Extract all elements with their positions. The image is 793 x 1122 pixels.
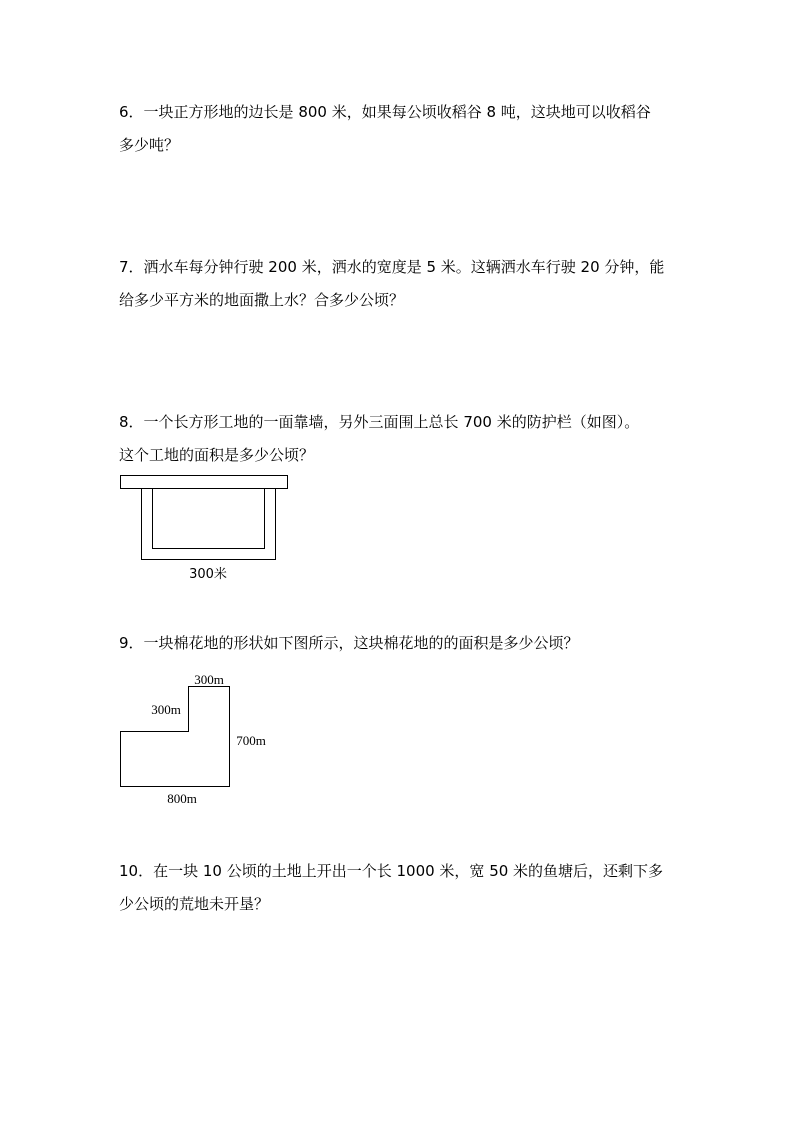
problem-10-line-2: 少公顷的荒地未开垦？ — [119, 895, 270, 913]
problem-9-right-label: 700m — [236, 733, 266, 748]
problem-10 — [119, 855, 689, 921]
problem-6 — [119, 96, 689, 162]
wall — [121, 476, 288, 489]
problem-8 — [119, 406, 689, 472]
problem-8-line-2: 这个工地的面积是多少公顷？ — [119, 446, 315, 464]
problem-8-width-label: 300米 — [189, 567, 227, 582]
problem-7 — [119, 251, 689, 317]
problem-9-left-label: 300m — [151, 702, 181, 717]
problem-7-line-1: 7．洒水车每分钟行驶 200 米，洒水的宽度是 5 米。这辆洒水车行驶 20 分钟，能 — [119, 258, 665, 276]
problem-9 — [119, 627, 689, 660]
problem-9-line-1: 9．一块棉花地的形状如下图所示，这块棉花地的的面积是多少公顷？ — [119, 634, 579, 652]
problem-9-top-label: 300m — [194, 672, 224, 687]
problem-7-line-2: 给多少平方米的地面撒上水？合多少公顷？ — [119, 291, 405, 309]
problem-8-line-1: 8．一个长方形工地的一面靠墙，另外三面围上总长 700 米的防护栏（如图）。 — [119, 413, 640, 431]
problem-8-figure — [115, 470, 295, 588]
problem-9-figure — [115, 670, 280, 810]
problem-9-bottom-label: 800m — [167, 791, 197, 806]
problem-10-line-1: 10．在一块 10 公顷的土地上开出一个长 1000 米，宽 50 米的鱼塘后，还剩下多 — [119, 862, 664, 880]
problem-6-line-2: 多少吨？ — [119, 136, 180, 154]
problem-6-line-1: 6．一块正方形地的边长是 800 米，如果每公顷收稻谷 8 吨，这块地可以收稻谷 — [119, 103, 651, 121]
site-inner — [153, 489, 265, 549]
